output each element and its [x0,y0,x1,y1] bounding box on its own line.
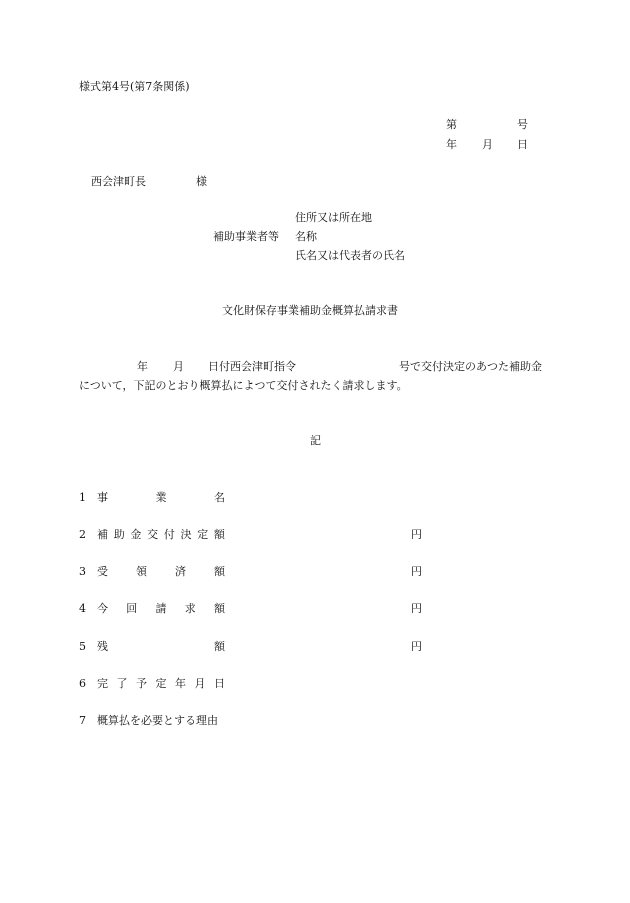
item-4-char: 額 [214,602,225,615]
item-4-char: 今 [97,602,108,615]
item-3-label [97,565,225,579]
date-day: 日 [517,138,528,151]
item-4-unit: 円 [411,602,422,615]
applicant-address-label: 住所又は所在地 [295,211,372,224]
addressee-name: 西会津町長 [91,175,146,188]
item-1-number: 1 [79,491,86,504]
document-title: 文化財保存事業補助金概算払請求書 [222,304,398,317]
item-6-label [97,677,225,691]
item-2-char: 付 [163,528,175,541]
addressee-honorific: 様 [196,175,207,188]
form-label: 様式第4号(第7条関係) [79,80,190,93]
item-6-char: 予 [136,677,147,690]
item-2-number: 2 [79,528,86,541]
applicant-role: 補助事業者等 [213,230,279,243]
item-2-char: 補 [97,528,108,541]
item-2-char: 決 [180,528,192,541]
item-3-unit: 円 [411,565,422,578]
item-5-char: 額 [214,640,225,653]
body-mid: 日付西会津町指令 [208,360,296,373]
item-5-char: 残 [97,640,108,653]
item-1-label [97,491,225,505]
item-2-char: 交 [147,528,159,541]
item-5-number: 5 [79,640,86,653]
ki-mark: 記 [310,434,321,447]
item-4-char: 求 [184,602,196,615]
item-2-char: 金 [130,528,142,541]
item-3-char: 受 [97,565,108,578]
item-6-char: 月 [194,677,206,690]
item-1-char: 業 [155,491,167,504]
body-tail: 号で交付決定のあつた補助金 [399,360,542,373]
applicant-rep-label: 氏名又は代表者の氏名 [295,249,405,262]
applicant-name-label: 名称 [295,230,317,243]
body-year: 年 [137,360,148,373]
item-3-char: 済 [175,565,186,578]
item-3-char: 領 [136,565,147,578]
item-3-char: 額 [214,565,225,578]
item-2-char: 助 [113,528,125,541]
doc-number-suffix: 号 [517,118,528,131]
item-4-char: 回 [126,602,138,615]
item-6-char: 完 [97,677,108,690]
item-4-char: 請 [155,602,167,615]
body-line2: について，下記のとおり概算払によつて交付されたく請求します。 [79,379,408,392]
item-7-number: 7 [79,714,86,727]
item-2-char: 額 [213,528,225,541]
item-7-label: 概算払を必要とする理由 [97,714,218,727]
date-month: 月 [482,138,493,151]
item-4-label [97,602,225,616]
item-3-number: 3 [79,565,86,578]
item-2-char: 定 [197,528,209,541]
item-5-unit: 円 [411,640,422,653]
item-6-char: 定 [155,677,167,690]
item-6-char: 了 [116,677,128,690]
item-5-label [97,640,225,654]
item-1-char: 名 [214,491,225,504]
item-1-char: 事 [97,491,108,504]
body-month: 月 [173,360,184,373]
item-6-char: 年 [175,677,186,690]
item-6-number: 6 [79,677,86,690]
item-2-label [97,528,225,542]
item-2-unit: 円 [411,528,422,541]
item-4-number: 4 [79,602,86,615]
item-6-char: 日 [214,677,225,690]
date-year: 年 [446,138,457,151]
doc-number-prefix: 第 [446,118,457,131]
